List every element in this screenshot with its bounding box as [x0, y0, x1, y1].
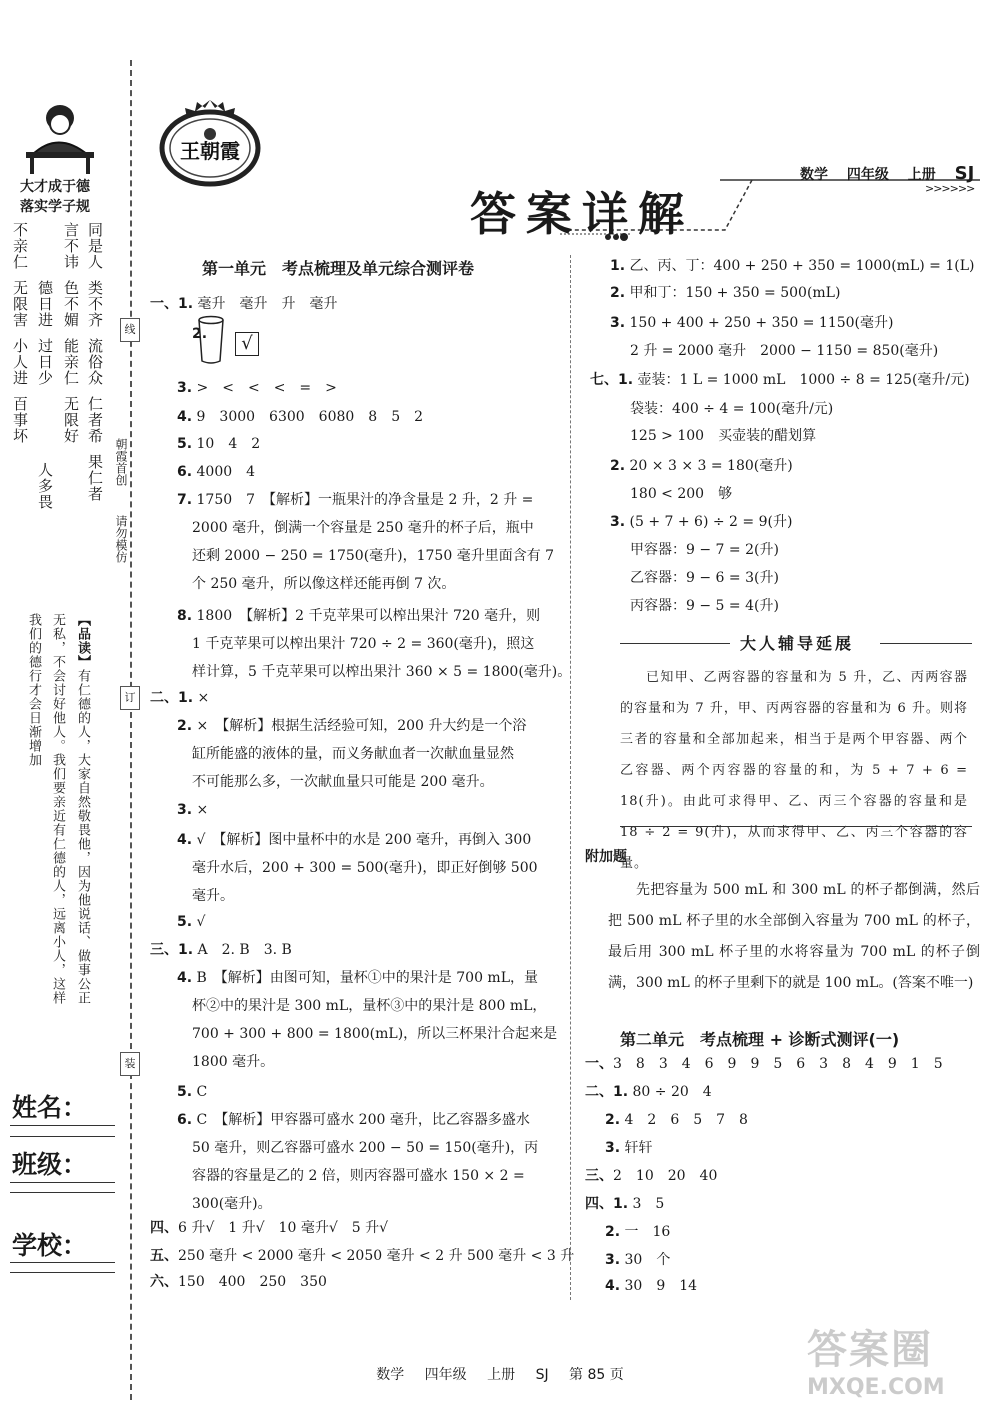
answer-line: 还剩 2000 − 250 = 1750(毫升)，1750 毫升里面含有 7	[192, 548, 555, 564]
answer-line: 2. 4 2 6 5 7 8	[605, 1112, 748, 1128]
header-meta	[800, 163, 988, 184]
answer-line: 6. C 【解析】甲容器可盛水 200 毫升，比乙容器多盛水	[177, 1112, 530, 1128]
extension-text: 已知甲、乙两容器的容量和为 5 升，乙、丙两容器的容量和为 7 升，甲、丙两容器的容量和为 6 升。则将三者的容量和全部加起来，相当于是两个甲容器、两个乙容器、两个丙容器的容量的和，为 5 + 7 + 6 = 18(升)。由此可求得甲、乙、丙三个容器的容量和是 18 ÷ 2 = 9(升)，从而求得甲、乙、丙三个容器的容量。	[620, 670, 968, 871]
watermark-text: 答案圈	[807, 1327, 933, 1373]
poem-column: 不亲仁	[11, 222, 29, 270]
poem-column: 流俗众	[86, 338, 104, 386]
poem-column: 果仁者	[86, 454, 104, 502]
unit2-section-title: 第二单元 考点梳理 + 诊断式测评(一)	[620, 1030, 900, 1049]
column-divider	[570, 255, 571, 1300]
answer-line: 3. 轩轩	[605, 1140, 653, 1156]
extension-title: 大人辅导延展	[739, 634, 854, 653]
brand-note-1: 朝霞首创	[114, 438, 128, 486]
answer-line: 4. B 【解析】由图可知，量杯①中的果汁是 700 mL，量	[177, 970, 538, 986]
bonus-title: 附加题	[585, 849, 627, 865]
motto-line-2: 落实学子规	[20, 199, 90, 215]
answer-line: 180 < 200 够	[630, 486, 733, 502]
footer-volume: 上册	[487, 1367, 516, 1383]
cut-mark-install: 装	[120, 1052, 140, 1076]
answer-line: 5. √	[177, 914, 206, 930]
measuring-cup-icon	[196, 315, 226, 365]
answer-line: 杯②中的果汁是 300 mL，量杯③中的果汁是 800 mL，	[192, 998, 547, 1014]
name-field-line[interactable]	[10, 1125, 115, 1126]
footer-subject: 数学	[376, 1367, 405, 1383]
answer-line: 2. × 【解析】根据生活经验可知，200 升大约是一个浴	[177, 718, 527, 734]
answer-line: 不可能那么多，一次献血量只可能是 200 毫升。	[192, 774, 494, 790]
answer-line: 4. 30 9 14	[605, 1278, 698, 1294]
scholar-mascot-icon	[18, 100, 98, 175]
volume-label: 上册	[907, 167, 936, 183]
page-title: 答案详解	[470, 187, 694, 241]
footer-edition: SJ	[535, 1367, 549, 1383]
brand-logo-icon	[155, 98, 265, 188]
poem-column: 同是人	[86, 222, 104, 270]
answer-line: 2.	[192, 326, 208, 342]
answer-line: 50 毫升，则乙容器可盛水 200 − 50 = 150(毫升)，丙	[192, 1140, 539, 1156]
reading-block	[76, 613, 89, 1005]
unit1-section-title: 第一单元 考点梳理及单元综合测评卷	[202, 259, 475, 278]
answer-line: 5. 10 4 2	[177, 436, 261, 452]
name-field-label: 姓名：	[12, 1093, 88, 1122]
divider	[10, 1272, 115, 1273]
poem-column: 人多畏	[36, 462, 54, 510]
reading-label: 【品读】	[75, 613, 90, 669]
school-field-line[interactable]	[10, 1262, 115, 1263]
svg-text:王朝霞: 王朝霞	[180, 139, 240, 163]
answer-line: 8. 1800 【解析】2 千克苹果可以榨出果汁 720 毫升，则	[177, 608, 541, 624]
answer-line: 三、2 10 20 40	[585, 1168, 718, 1184]
answer-line: 毫升。	[192, 888, 234, 904]
edition-label: SJ	[954, 163, 975, 184]
answer-line: 容器的容量是乙的 2 倍，则丙容器可盛水 150 × 2 =	[192, 1168, 525, 1184]
page-number: 第 85 页	[569, 1367, 624, 1383]
cut-mark-bind: 订	[120, 686, 140, 710]
class-field-label: 班级：	[12, 1150, 88, 1179]
answer-line: 4. √ 【解析】图中量杯中的水是 200 毫升，再倒入 300	[177, 832, 532, 848]
poem-column: 过日少	[36, 338, 54, 386]
divider	[620, 826, 972, 827]
reading-text-2: 无私，不会讨好他人。我们要亲近有仁德的人，远离小人，这样	[50, 613, 65, 1005]
answer-line: 5. C	[177, 1084, 208, 1100]
answer-line: 袋装：400 ÷ 4 = 100(毫升/元)	[630, 401, 834, 417]
answer-line: 一、1. 毫升 毫升 升 毫升	[150, 296, 338, 312]
answer-line: 6. 4000 4	[177, 464, 256, 480]
answer-line: 缸所能盛的液体的量，而义务献血者一次献血量显然	[192, 746, 514, 762]
answer-line: 2. 甲和丁：150 + 350 = 500(mL)	[610, 285, 841, 301]
answer-line: 七、1. 壶装：1 L = 1000 mL 1000 ÷ 8 = 125(毫升/元)	[590, 372, 970, 388]
poem-column: 仁者希	[86, 396, 104, 444]
grade-label: 四年级	[846, 167, 889, 183]
brand-note-2: 请勿模仿	[114, 515, 128, 563]
footer-grade: 四年级	[424, 1367, 467, 1383]
answer-line: 甲容器：9 − 7 = 2(升)	[630, 542, 779, 558]
answer-line: 1. 乙、丙、丁：400 + 250 + 350 = 1000(mL) = 1(L)	[610, 258, 975, 274]
reading-text-3: 我们的德行才会日渐增加	[26, 613, 41, 767]
answer-line: 125 > 100 买壶装的醋划算	[630, 428, 817, 444]
answer-line: 3. ×	[177, 802, 209, 818]
poem-column: 色不媚	[62, 280, 80, 328]
motto-line-1: 大才成于德	[20, 179, 90, 195]
checkbox-checked: √	[235, 332, 259, 356]
poem-column: 言不讳	[62, 222, 80, 270]
poem-column: 小人进	[11, 338, 29, 386]
answer-line: 2. 20 × 3 × 3 = 180(毫升)	[610, 458, 793, 474]
answer-line: 样计算，5 千克苹果可以榨出果汁 360 × 5 = 1800(毫升)。	[192, 664, 572, 680]
class-field-line[interactable]	[10, 1182, 115, 1183]
answer-line: 一、3 8 3 4 6 9 9 5 6 3 8 4 9 1 5	[585, 1056, 943, 1072]
watermark-url: MXQE.COM	[807, 1375, 945, 1400]
bonus-text: 先把容量为 500 mL 和 300 mL 的杯子都倒满，然后把 500 mL 杯子里的水全部倒入容量为 700 mL 的杯子，最后用 300 mL 杯子里的水将容量为 700 mL 的杯子倒满，300 mL 的杯子里剩下的就是 100 mL。(答案不唯一)	[608, 882, 980, 991]
reading-text-1: 有仁德的人，大家自然敬畏他，因为他说话、做事公正	[75, 669, 90, 1005]
arrows-decoration: >>>>>>	[925, 182, 975, 195]
answer-line: 3. 30 个	[605, 1252, 671, 1268]
answer-line: 二、1. ×	[150, 690, 210, 706]
answer-line: 7. 1750 7 【解析】一瓶果汁的净含量是 2 升，2 升 =	[177, 492, 534, 508]
answer-line: 丙容器：9 − 5 = 4(升)	[630, 598, 779, 614]
answer-line: 1 千克苹果可以榨出果汁 720 ÷ 2 = 360(毫升)，照这	[192, 636, 535, 652]
answer-line: 3. > < < < = >	[177, 380, 337, 396]
answer-line: 二、1. 80 ÷ 20 4	[585, 1084, 712, 1100]
answer-line: 2. 一 16	[605, 1224, 671, 1240]
subject-label: 数学	[800, 167, 828, 183]
answer-line: 2 升 = 2000 毫升 2000 − 1150 = 850(毫升)	[630, 343, 939, 359]
answer-line: 五、250 毫升 < 2000 毫升 < 2050 毫升 < 2 升 500 毫升 < 3 升	[150, 1248, 575, 1264]
answer-line: 三、1. A 2. B 3. B	[150, 942, 292, 958]
answer-line: 四、6 升√ 1 升√ 10 毫升√ 5 升√	[150, 1220, 389, 1236]
answer-line: 300(毫升)。	[192, 1196, 272, 1212]
cut-mark-line: 线	[120, 318, 140, 342]
poem-column: 无限好	[62, 396, 80, 444]
answer-line: 毫升水后，200 + 300 = 500(毫升)，即正好倒够 500	[192, 860, 538, 876]
school-field-label: 学校：	[12, 1231, 88, 1260]
answer-line: 四、1. 3 5	[585, 1196, 665, 1212]
divider	[10, 1136, 115, 1137]
left-sidebar	[0, 0, 128, 1407]
poem-column: 无限害	[11, 280, 29, 328]
answer-line: 3. (5 + 7 + 6) ÷ 2 = 9(升)	[610, 514, 793, 530]
answer-line: 700 + 300 + 800 = 1800(mL)，所以三杯果汁合起来是	[192, 1026, 558, 1042]
answer-line: 个 250 毫升，所以像这样还能再倒 7 次。	[192, 576, 456, 592]
binding-cut-line	[130, 60, 132, 1400]
watermark	[807, 1318, 982, 1398]
poem-column: 百事坏	[11, 396, 29, 444]
answer-line: 4. 9 3000 6300 6080 8 5 2	[177, 409, 424, 425]
poem-column: 类不齐	[86, 280, 104, 328]
answer-line: 2000 毫升，倒满一个容量是 250 毫升的杯子后，瓶中	[192, 520, 534, 536]
divider	[10, 1192, 115, 1193]
answer-line: 1800 毫升。	[192, 1054, 275, 1070]
answer-line: 3. 150 + 400 + 250 + 350 = 1150(毫升)	[610, 315, 894, 331]
poem-column: 能亲仁	[62, 338, 80, 386]
answer-line: 乙容器：9 − 6 = 3(升)	[630, 570, 779, 586]
poem-column: 德日进	[36, 280, 54, 328]
answer-line: 六、150 400 250 350	[150, 1274, 327, 1290]
